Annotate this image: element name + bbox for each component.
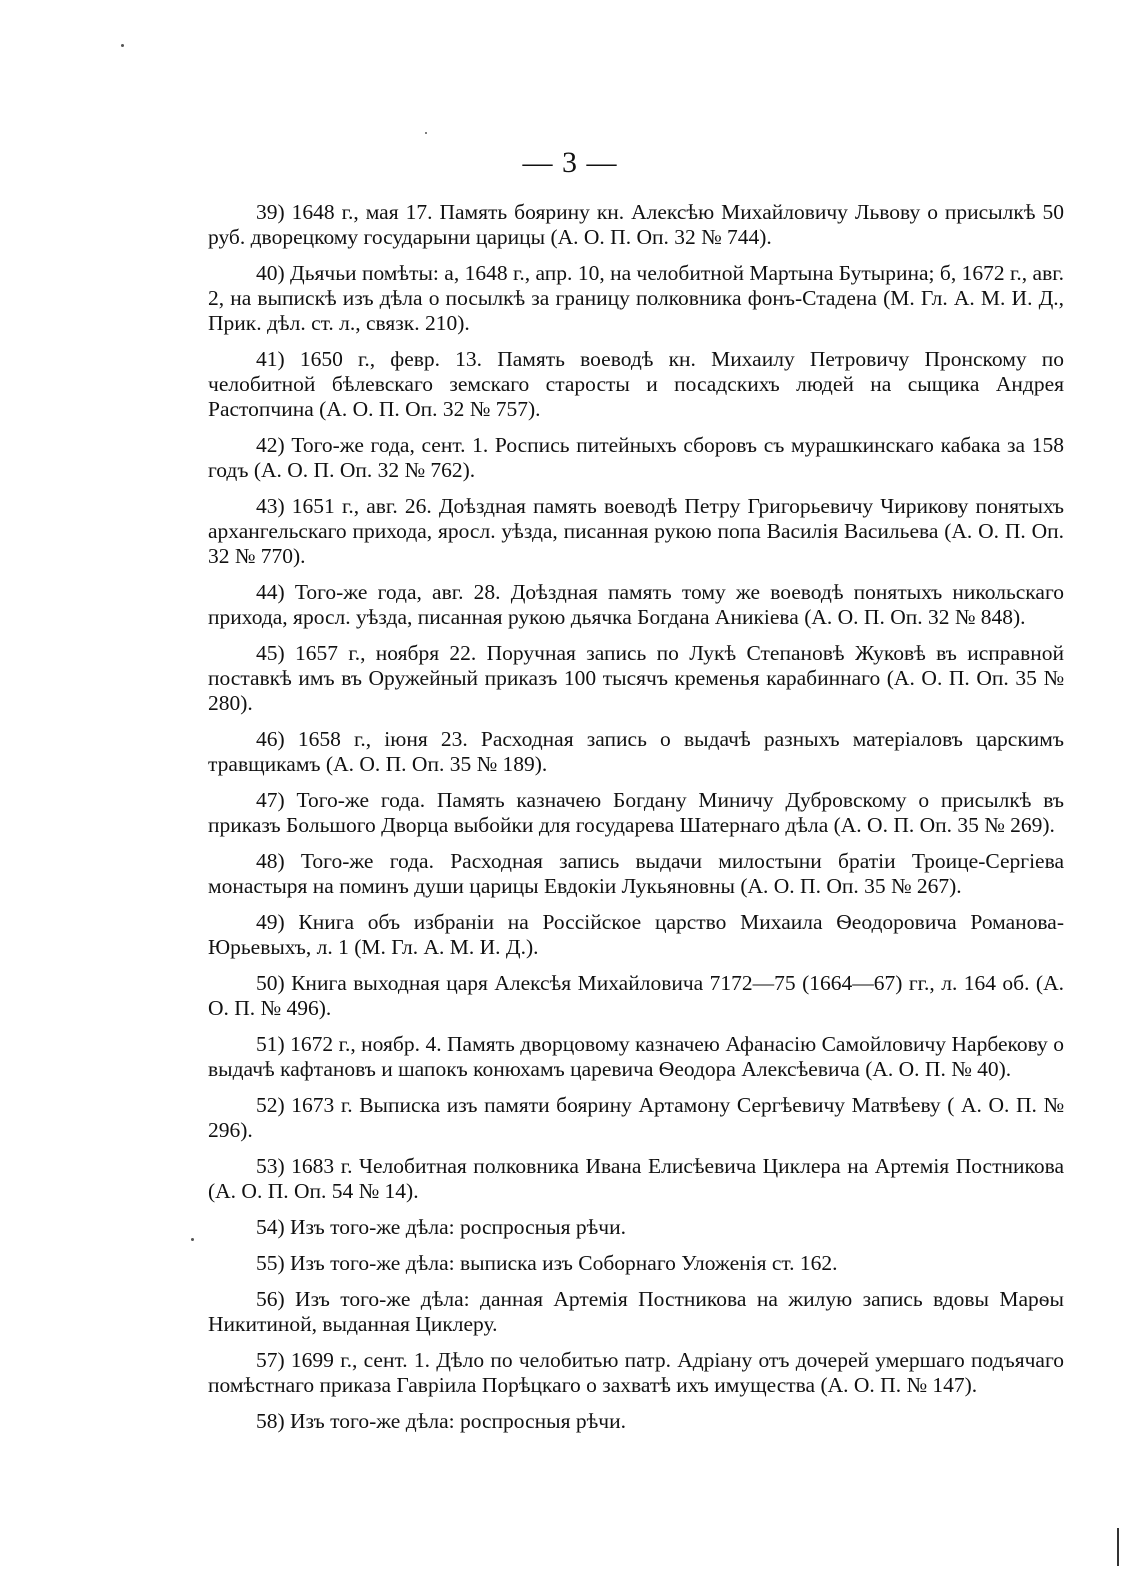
page-number: — 3 — — [522, 146, 618, 179]
entry-list — [208, 200, 1064, 1445]
scan-speck — [425, 132, 427, 134]
list-item: 50) Книга выходная царя Алексѣя Михайловича 7172—75 (1664—67) гг., л. 164 об. (А. О. П. № 496). — [208, 971, 1064, 1020]
list-item: 58) Изъ того-же дѣла: роспросныя рѣчи. — [256, 1409, 626, 1433]
list-item: 40) Дьячьи помѣты: а, 1648 г., апр. 10, на челобитной Мартына Бутырина; б, 1672 г., авг. 2, на выпискѣ изъ дѣла о посылкѣ за границу полковника фонъ-Стадена (М. Гл. А. М. И. Д., Прик. дѣл. ст. л., связк. 210). — [208, 261, 1064, 335]
list-item: 55) Изъ того-же дѣла: выписка изъ Соборнаго Уложенія ст. 162. — [256, 1251, 838, 1275]
list-item: 44) Того-же года, авг. 28. Доѣздная память тому же воеводѣ понятыхъ никольскаго прихода, яросл. уѣзда, писанная рукою дьячка Богдана Аникіева (А. О. П. Оп. 32 № 848). — [208, 580, 1064, 629]
scan-edge-mark — [1117, 1528, 1119, 1566]
list-item: 52) 1673 г. Выписка изъ памяти боярину Артамону Сергѣевичу Матвѣеву ( А. О. П. № 296). — [208, 1093, 1064, 1142]
list-item: 48) Того-же года. Расходная запись выдачи милостыни братіи Троице-Сергіева монастыря на поминъ души царицы Евдокіи Лукьяновны (А. О. П. Оп. 35 № 267). — [208, 849, 1064, 898]
list-item: 41) 1650 г., февр. 13. Память воеводѣ кн. Михаилу Петровичу Пронскому по челобитной бѣлевскаго земскаго старосты и посадскихъ людей на сыщика Андрея Растопчина (А. О. П. Оп. 32 № 757). — [208, 347, 1064, 421]
scan-speck — [191, 1238, 194, 1241]
list-item: 54) Изъ того-же дѣла: роспросныя рѣчи. — [256, 1215, 626, 1239]
list-item: 42) Того-же года, сент. 1. Роспись питейныхъ сборовъ съ мурашкинскаго кабака за 158 годъ (А. О. П. Оп. 32 № 762). — [208, 433, 1064, 482]
list-item: 47) Того-же года. Память казначею Богдану Миничу Дубровскому о присылкѣ въ приказъ Большого Дворца выбойки для государева Шатернаго дѣла (А. О. П. Оп. 35 № 269). — [208, 788, 1064, 837]
list-item: 51) 1672 г., ноябр. 4. Память дворцовому казначею Афанасію Самойловичу Нарбекову о выдачѣ кафтановъ и шапокъ конюхамъ царевича Ѳеодора Алексѣевича (А. О. П. № 40). — [208, 1032, 1064, 1081]
list-item: 39) 1648 г., мая 17. Память боярину кн. Алексѣю Михайловичу Львову о присылкѣ 50 руб. дворецкому государыни царицы (А. О. П. Оп. 32 № 744). — [208, 200, 1064, 249]
list-item: 49) Книга объ избраніи на Россійское царство Михаила Ѳеодоровича Романова-Юрьевыхъ, л. 1 (М. Гл. А. М. И. Д.). — [208, 910, 1064, 959]
list-item: 46) 1658 г., іюня 23. Расходная запись о выдачѣ разныхъ матеріаловъ царскимъ травщикамъ (А. О. П. Оп. 35 № 189). — [208, 727, 1064, 776]
list-item: 57) 1699 г., сент. 1. Дѣло по челобитью патр. Адріану отъ дочерей умершаго подъячаго помѣстнаго приказа Гаврiила Порѣцкаго о захватѣ ихъ имущества (А. О. П. № 147). — [208, 1348, 1064, 1397]
list-item: 45) 1657 г., ноября 22. Поручная запись по Лукѣ Степановѣ Жуковѣ въ исправной поставкѣ имъ въ Оружейный приказъ 100 тысячъ кременья карабиннаго (А. О. П. Оп. 35 № 280). — [208, 641, 1064, 715]
list-item: 56) Изъ того-же дѣла: данная Артемія Постникова на жилую запись вдовы Марѳы Никитиной, выданная Циклеру. — [208, 1287, 1064, 1336]
list-item: 53) 1683 г. Челобитная полковника Ивана Елисѣевича Циклера на Артемія Постникова (А. О. П. Оп. 54 № 14). — [208, 1154, 1064, 1203]
list-item: 43) 1651 г., авг. 26. Доѣздная память воеводѣ Петру Григорьевичу Чирикову понятыхъ архангельскаго прихода, яросл. уѣзда, писанная рукою попа Василія Васильева (А. О. П. Оп. 32 № 770). — [208, 494, 1064, 568]
scan-speck — [121, 44, 124, 47]
